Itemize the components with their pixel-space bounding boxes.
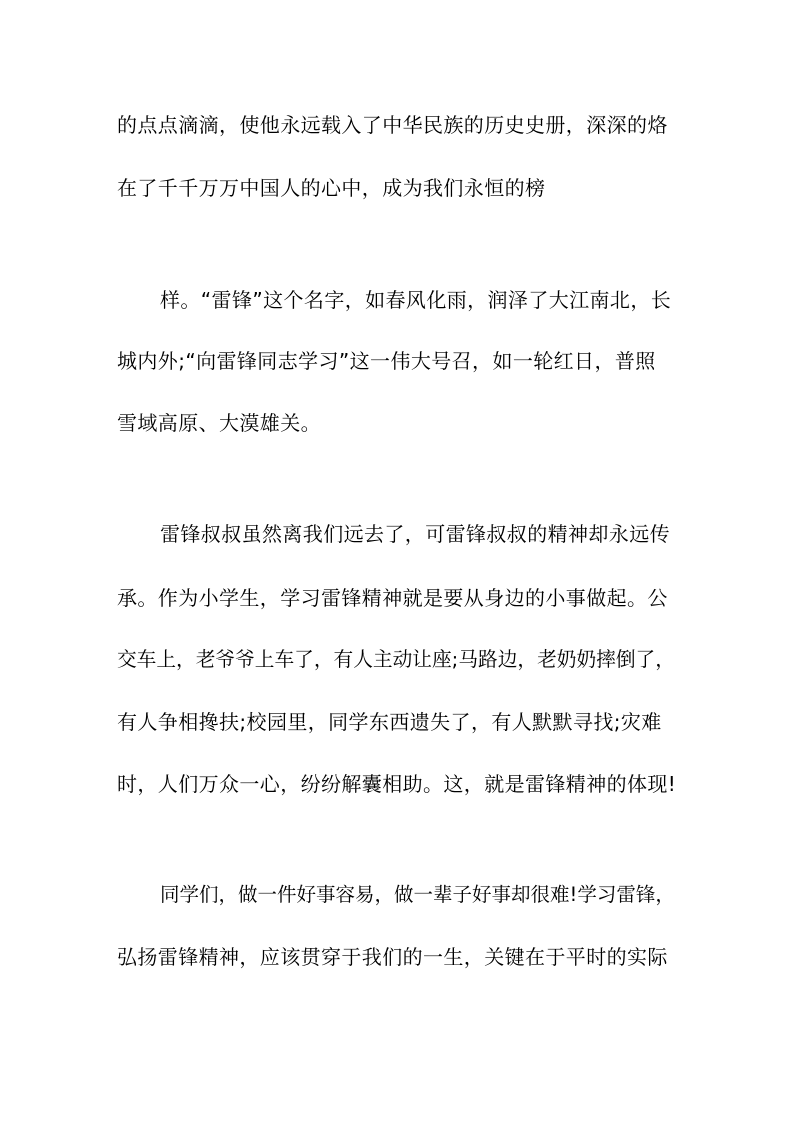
paragraph-3-line-3: 交车上，老爷爷上车了，有人主动让座;马路边，老奶奶摔倒了， <box>117 648 675 671</box>
paragraph-1-line-2: 在了千千万万中国人的心中，成为我们永恒的榜 <box>117 176 546 200</box>
paragraph-3-line-4: 有人争相搀扶;校园里，同学东西遗失了，有人默默寻找;灾难 <box>117 710 662 734</box>
paragraph-2-line-2: 城内外;“向雷锋同志学习”这一伟大号召，如一轮红日，普照 <box>117 349 656 373</box>
paragraph-1-line-1: 的点点滴滴，使他永远载入了中华民族的历史史册，深深的烙 <box>117 113 668 137</box>
paragraph-3-line-1: 雷锋叔叔虽然离我们远去了，可雷锋叔叔的精神却永远传 <box>160 522 670 546</box>
paragraph-2-line-3: 雪域高原、大漠雄关。 <box>117 411 321 435</box>
paragraph-4-line-2: 弘扬雷锋精神，应该贯穿于我们的一生，关键在于平时的实际 <box>117 945 668 969</box>
paragraph-4-line-1: 同学们，做一件好事容易，做一辈子好事却很难!学习雷锋， <box>160 883 675 906</box>
paragraph-2-line-1: 样。“雷锋”这个名字，如春风化雨，润泽了大江南北，长 <box>160 288 672 312</box>
paragraph-3-line-5: 时，人们万众一心，纷纷解囊相助。这，就是雷锋精神的体现! <box>117 772 677 796</box>
paragraph-3-line-2: 承。作为小学生，学习雷锋精神就是要从身边的小事做起。公 <box>117 586 668 610</box>
